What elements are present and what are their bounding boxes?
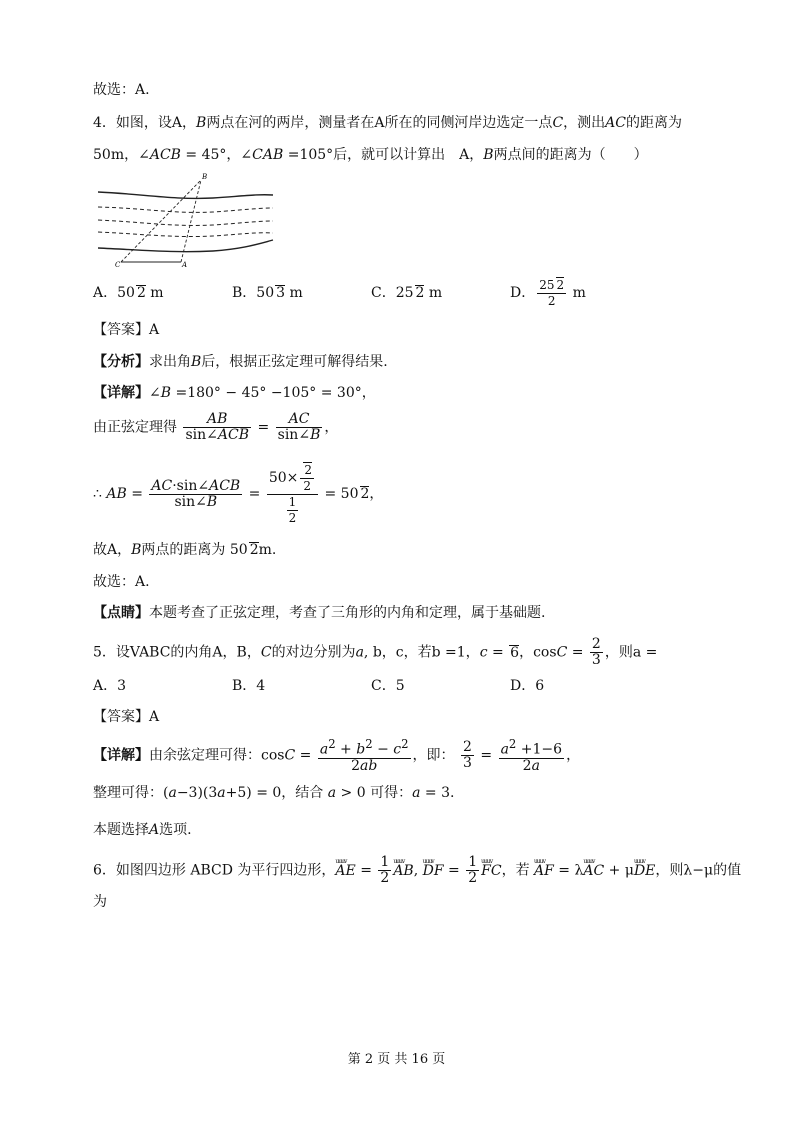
- q5-option-a: A．3: [93, 678, 127, 694]
- q4-stem-line1: 4．如图，设A，B两点在河的两岸，测量者在A所在的同侧河岸边选定一点C，测出AC的距离为: [93, 115, 682, 131]
- q4-option-d: D． $\frac{25 2}{2}$ m: [510, 278, 586, 308]
- river-figure: [93, 170, 278, 270]
- q5-option-d: D．6: [510, 678, 545, 694]
- q4-option-b: B．50 3 m: [232, 285, 303, 301]
- q5-simplify: 整理可得：(a−3)(3a+5) = 0，结合 a > 0 可得：a = 3.: [93, 785, 455, 801]
- label-a: A: [182, 261, 188, 269]
- q4-conclusion: 故选：A.: [93, 574, 150, 590]
- q4-calc: ∴ AB = $\frac{\text{AC·sin∠ACB}}{\sin\angle B}$ = 50× $\frac{2}{2}$ $\frac{1}{2}$ = 50 2，: [93, 463, 384, 525]
- label-b: B: [202, 173, 208, 181]
- q5-option-b: B．4: [232, 678, 266, 694]
- q5-stem: 5．设VABC的内角A，B，C的对边分别为a, b，c，若b =1，c = 6，cosC = $\frac{2}{3}$ ，则a =: [93, 636, 658, 668]
- q4-stem-line2: 50m，∠ACB = 45°，∠CAB =105°后，就可以计算出 A，B两点间的距离为（ ）: [93, 147, 648, 163]
- q4-analysis: 【分析】求出角B后，根据正弦定理可解得结果.: [93, 354, 388, 370]
- label-c: C: [115, 261, 121, 269]
- q6-stem-line2: 为: [93, 894, 107, 910]
- q4-comment: 【点睛】本题考查了正弦定理，考查了三角形的内角和定理，属于基础题.: [93, 605, 546, 621]
- q4-detail: 【详解】∠B =180° − 45° −105° = 30°，: [93, 385, 376, 401]
- q5-option-c: C．5: [371, 678, 405, 694]
- q4-result: 故A，B两点的距离为 50 2m.: [93, 542, 277, 558]
- line-cb: [121, 180, 201, 262]
- line-ab: [181, 180, 201, 262]
- q4-option-a: A．50 2 m: [93, 285, 164, 301]
- q5-detail: 【详解】由余弦定理可得：cosC = $\frac{a^2 + b^2 - c^2}{2ab}$ ，即： $\frac{2}{3}$ = $\frac{a^2 +1-6}{2a}$ ，: [93, 737, 581, 774]
- q4-sine-law: 由正弦定理得 $\frac{AB}{\text{sin∠ACB}}$ = $\frac{AC}{\sin\angle B}$ ，: [93, 411, 339, 443]
- q4-options: [93, 278, 693, 313]
- q5-answer: 【答案】A: [93, 709, 160, 725]
- prev-conclusion: 故选：A.: [93, 82, 150, 98]
- q4-answer: 【答案】A: [93, 322, 160, 338]
- q5-options: [93, 676, 693, 698]
- page-footer: 第 2 页 共 16 页: [347, 1052, 446, 1067]
- q6-stem-line1: 6．如图四边形 ABCD 为平行四边形，uuuv AE = $\frac{1}{2}$ uuuv AB, uuuv DF = $\frac{1}{2}$ uuuv FC，若 uuuv AF = λuuuv AC + μuuuv DE，则λ−μ的值: [93, 855, 741, 886]
- q5-conclusion: 本题选择A选项.: [93, 822, 192, 838]
- q4-option-c: C．25 2 m: [371, 285, 443, 301]
